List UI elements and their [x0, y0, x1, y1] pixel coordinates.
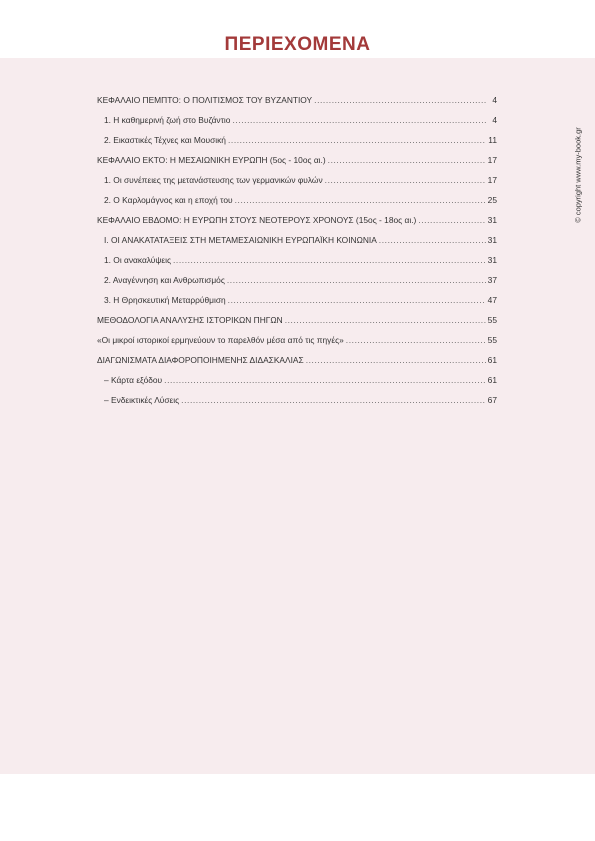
toc-entry-quote[interactable] — [97, 334, 497, 354]
toc-page-number: 61 — [487, 355, 497, 365]
toc-page-number: 61 — [487, 375, 497, 385]
toc-entry-title: 1. Οι συνέπειες της μετανάστευσης των γερμανικών φυλών — [104, 175, 323, 185]
toc-dot-leader — [228, 294, 486, 306]
toc-entry-part[interactable] — [97, 234, 497, 254]
toc-entry-title: 1. Οι ανακαλύψεις — [104, 255, 171, 265]
toc-entry-chapter-5[interactable] — [97, 94, 497, 114]
toc-page-number: 25 — [487, 195, 497, 205]
toc-entry-chapter-6[interactable] — [97, 154, 497, 174]
toc-page-number: 17 — [487, 175, 497, 185]
toc-entry-title: – Κάρτα εξόδου — [104, 375, 163, 385]
toc-dot-leader — [164, 374, 486, 386]
toc-page-number: 55 — [487, 335, 497, 345]
toc-entry-section[interactable] — [97, 114, 497, 134]
toc-page-number: 31 — [487, 255, 497, 265]
toc-entry-chapter-7[interactable] — [97, 214, 497, 234]
toc-entry-title: 3. Η Θρησκευτική Μεταρρύθμιση — [104, 295, 226, 305]
toc-dot-leader — [235, 194, 486, 206]
toc-dot-leader — [228, 134, 486, 146]
toc-page-number: 4 — [492, 95, 497, 105]
toc-entry-title: ΜΕΘΟΔΟΛΟΓΙΑ ΑΝΑΛΥΣΗΣ ΙΣΤΟΡΙΚΩΝ ΠΗΓΩΝ — [97, 315, 283, 325]
toc-entry-title: «Οι μικροί ιστορικοί ερμηνεύουν το παρελθόν μέσα από τις πηγές» — [97, 335, 344, 345]
table-of-contents — [97, 94, 497, 414]
toc-entry-title: – Ενδεικτικές Λύσεις — [104, 395, 180, 405]
toc-entry-section[interactable] — [97, 254, 497, 274]
toc-entry-exit-card[interactable] — [97, 374, 497, 394]
toc-page-number: 67 — [487, 395, 497, 405]
toc-dot-leader — [379, 234, 486, 246]
toc-page-number: 17 — [487, 155, 497, 165]
toc-entry-section[interactable] — [97, 294, 497, 314]
toc-dot-leader — [325, 174, 486, 186]
copyright-notice: © copyright www.my-book.gr — [573, 127, 583, 223]
toc-dot-leader — [306, 354, 486, 366]
toc-entry-section[interactable] — [97, 194, 497, 214]
toc-entry-section[interactable] — [97, 174, 497, 194]
toc-page-number: 31 — [487, 215, 497, 225]
toc-page-number: 47 — [487, 295, 497, 305]
toc-dot-leader — [227, 274, 486, 286]
toc-entry-methodology[interactable] — [97, 314, 497, 334]
toc-entry-title: ΚΕΦΑΛΑΙΟ ΕΒΔΟΜΟ: Η ΕΥΡΩΠΗ ΣΤΟΥΣ ΝΕΟΤΕΡΟΥΣ ΧΡΟΝΟΥΣ (15ος - 18ος αι.) — [97, 215, 417, 225]
toc-page-number: 4 — [492, 115, 497, 125]
toc-entry-title: 2. Ο Καρλομάγνος και η εποχή του — [104, 195, 233, 205]
toc-dot-leader — [285, 314, 486, 326]
toc-entry-title: ΚΕΦΑΛΑΙΟ ΠΕΜΠΤΟ: Ο ΠΟΛΙΤΙΣΜΟΣ ΤΟΥ ΒΥΖΑΝΤΙΟΥ — [97, 95, 313, 105]
toc-dot-leader — [232, 114, 487, 126]
toc-dot-leader — [181, 394, 486, 406]
toc-dot-leader — [328, 154, 486, 166]
toc-dot-leader — [418, 214, 485, 226]
toc-entry-solutions[interactable] — [97, 394, 497, 414]
toc-entry-tests[interactable] — [97, 354, 497, 374]
toc-page-number: 55 — [487, 315, 497, 325]
toc-page-number: 37 — [487, 275, 497, 285]
toc-page-number: 31 — [487, 235, 497, 245]
toc-page-number: 11 — [488, 135, 497, 145]
toc-entry-section[interactable] — [97, 274, 497, 294]
toc-entry-title: ΚΕΦΑΛΑΙΟ ΕΚΤΟ: Η ΜΕΣΑΙΩΝΙΚΗ ΕΥΡΩΠΗ (5ος - 10ος αι.) — [97, 155, 326, 165]
toc-entry-title: 2. Εικαστικές Τέχνες και Μουσική — [104, 135, 226, 145]
toc-entry-title: I. ΟΙ ΑΝΑΚΑΤΑΤΑΞΕΙΣ ΣΤΗ ΜΕΤΑΜΕΣΑΙΩΝΙΚΗ ΕΥΡΩΠΑΪΚΗ ΚΟΙΝΩΝΙΑ — [104, 235, 377, 245]
toc-entry-section[interactable] — [97, 134, 497, 154]
toc-dot-leader — [314, 94, 487, 106]
toc-entry-title: 1. Η καθημερινή ζωή στο Βυζάντιο — [104, 115, 231, 125]
toc-dot-leader — [346, 334, 486, 346]
toc-entry-title: ΔΙΑΓΩΝΙΣΜΑΤΑ ΔΙΑΦΟΡΟΠΟΙΗΜΕΝΗΣ ΔΙΔΑΣΚΑΛΙΑΣ — [97, 355, 304, 365]
page-title: ΠΕΡΙΕΧΟΜΕΝΑ — [224, 34, 371, 55]
toc-entry-title: 2. Αναγέννηση και Ανθρωπισμός — [104, 275, 225, 285]
toc-dot-leader — [173, 254, 486, 266]
